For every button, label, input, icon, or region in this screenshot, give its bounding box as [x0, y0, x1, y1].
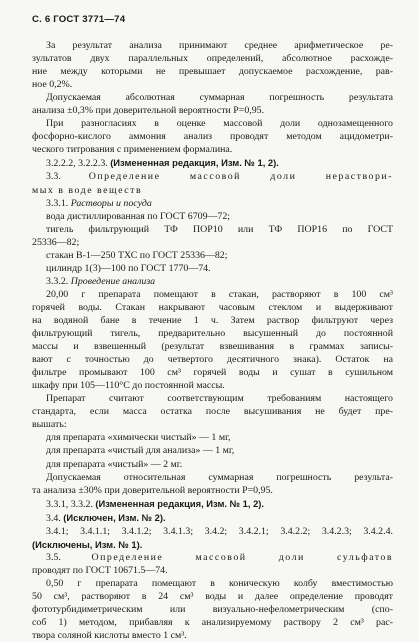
text-line: для препарата «чистый для анализа» — 1 мг, [46, 445, 235, 457]
text-line: проводят по ГОСТ 10671.5—74. [32, 564, 168, 576]
text-line: вода дистиллированная по ГОСТ 6709—72; [46, 210, 231, 222]
text-line: Допускаемая относительная суммарная погрешность результа- [46, 471, 393, 483]
text-line: цилиндр 1(3)—100 по ГОСТ 1770—74. [46, 262, 211, 274]
document-body [32, 39, 393, 642]
text-line: зультатов двух параллельных определений, абсолютное расхожде- [32, 53, 393, 65]
text-line: 25336—82; [32, 236, 80, 248]
text-line: Допускаемая абсолютная суммарная погрешность результата [46, 92, 393, 104]
text-line: фильтрующий тигель, предварительно высушенный до постоянной [32, 328, 393, 340]
text-line: 3.5. Определение массовой доли сульфатов [46, 551, 394, 563]
text-line: соб 1) методом, прибавляя к анализируемому раствору 2 см³ рас- [32, 617, 393, 629]
text-line: для препарата «химически чистый» — 1 мг, [46, 432, 231, 444]
text-line: 3.3.1. Растворы и посуда [46, 197, 152, 209]
text-line: тигель фильтрующий ТФ ПОР10 или ТФ ПОР16 по ГОСТ [46, 223, 393, 235]
text-line: ческого титрования с применением формалина. [32, 144, 233, 156]
page-header: С. 6 ГОСТ 3771—74 [32, 14, 126, 25]
text-line: 3.3.2. Проведение анализа [46, 275, 156, 287]
text-line: горячей воды. Стакан накрывают часовым стеклом и выдерживают [32, 301, 393, 313]
text-line: Препарат считают соответствующим требованиям настоящего [46, 393, 393, 405]
text-line: 3.3. Определение массовой доли нераствори- [46, 171, 393, 183]
text-line: ное 0,2%. [32, 79, 73, 91]
text-line: фильтре промывают 100 см³ горячей воды и сушат в сушильном [32, 367, 393, 379]
text-line: 20,00 г препарата помещают в стакан, растворяют в 100 см³ [46, 288, 393, 300]
text-line: массы и взвешенный (результат взвешивания в граммах записы- [32, 341, 393, 353]
text-line: твора соляной кислоты вместо 1 см³. [32, 630, 187, 642]
text-line: вышать: [32, 419, 67, 431]
text-line: анализа ±0,3% при доверительной вероятности P=0,95. [32, 105, 265, 117]
text-line: За результат анализа принимают среднее арифметическое ре- [46, 40, 393, 51]
text-line: фототурбидиметрическим или визуально-нефелометрическим (спо- [32, 604, 393, 616]
text-line: фосфорно-кислого аммония анализ проводят методом ацидометри- [32, 131, 393, 143]
text-line: (Исключены, Изм. № 1). [32, 538, 143, 550]
text-line: мых в воде веществ [32, 184, 143, 196]
text-line: 0,50 г препарата помещают в коническую колбу вместимостью [46, 577, 393, 589]
text-line: стакан В-1—250 ТХС по ГОСТ 25336—82; [46, 249, 228, 261]
text-line: шкафу при 105—110°С до постоянной массы. [32, 380, 225, 392]
text-line: на водяной бане в течение 1 ч. Затем раствор фильтруют через [32, 314, 393, 326]
text-line: 50 см³, растворяют в 24 см³ воды и далее определение проводят [32, 590, 393, 602]
text-line: 3.4. (Исключен, Изм. № 2). [46, 511, 166, 524]
text-line: 3.2.2.2, 3.2.2.3. (Измененная редакция, Изм. № 1, 2). [46, 157, 279, 170]
text-line: 3.3.1, 3.3.2. (Измененная редакция, Изм. № 1, 2). [46, 497, 265, 510]
text-line: вают с точностью до четвертого десятичного знака). Остаток на [32, 354, 393, 366]
text-line: При разногласиях в оценке массовой доли однозамещенного [46, 118, 393, 130]
text-line: для препарата «чистый» — 2 мг. [46, 458, 183, 470]
text-line: ние между которыми не превышает допускаемое расхождение, рав- [32, 66, 393, 78]
text-line: 3.4.1; 3.4.1.1; 3.4.1.2; 3.4.1.3; 3.4.2; 3.4.2.1; 3.4.2.2; 3.4.2.3; 3.4.2.4. [46, 525, 393, 537]
text-line: та анализа ±30% при доверительной вероятности P=0,95. [32, 484, 273, 496]
text-line: стандарта, если масса остатка после высушивания не будет пре- [32, 406, 393, 418]
